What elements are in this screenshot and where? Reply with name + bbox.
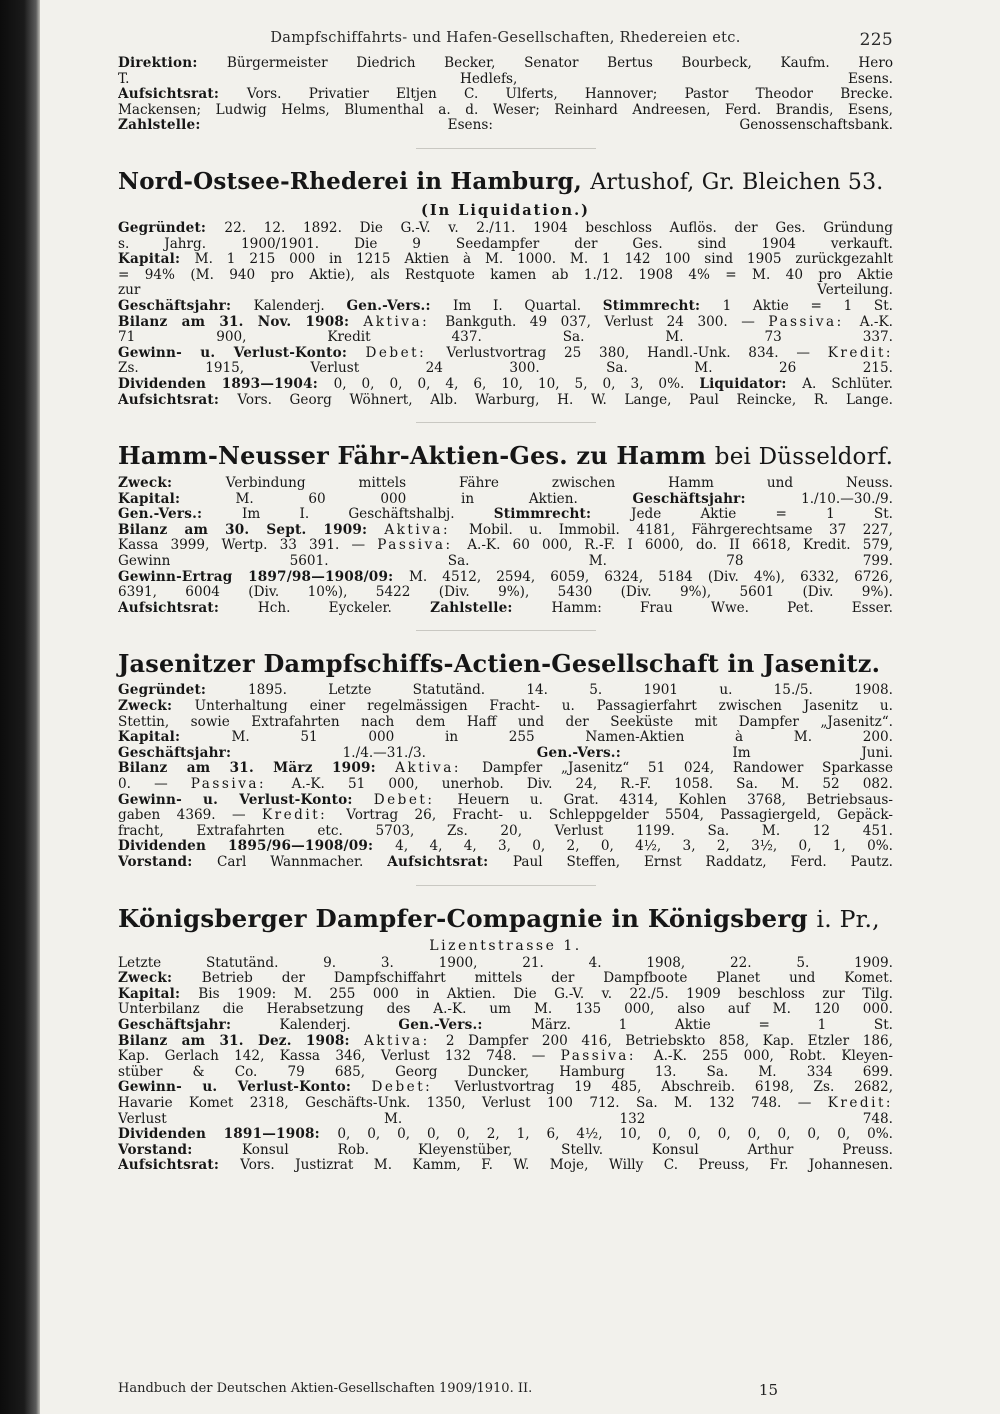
field-value: Mackensen; Ludwig Helms, Blumenthal a. d. Weser; Reinhard Andreesen, Ferd. Brandis, Esens,: [118, 102, 893, 118]
field-value: Vors. Justizrat M. Kamm, F. W. Moje, Willy C. Preuss, Fr. Johannesen.: [240, 1158, 893, 1174]
field-value: Verlust M. 132 748.: [118, 1111, 893, 1127]
page-content: [118, 30, 893, 1174]
field-value: Zs. 1915, Verlust 24 300. Sa. M. 26 215.: [118, 361, 893, 377]
spaced-label: Debet:: [373, 792, 458, 808]
entry-body: [118, 683, 893, 870]
field-label: Bilanz am 31. Nov. 1908:: [118, 314, 364, 330]
field-value: Havarie Komet 2318, Geschäfts-Unk. 1350, Verlust 100 712. Sa. M. 132 748. —: [118, 1095, 828, 1111]
field-value: Paul Steffen, Ernst Raddatz, Ferd. Pautz.: [512, 854, 893, 870]
text-line: [118, 56, 893, 72]
entry-koenigsberger: [118, 902, 893, 1174]
entry-body: [118, 956, 893, 1174]
field-value: M. 60 000 in Aktien.: [235, 491, 633, 507]
text-line: [118, 956, 893, 972]
field-label: Bilanz am 31. März 1909:: [118, 761, 396, 777]
field-label: Vorstand:: [118, 854, 217, 870]
spaced-label: Passiva:: [768, 314, 860, 330]
field-value: 1895. Letzte Statutänd. 14. 5. 1901 u. 15./5. 1908.: [248, 683, 893, 699]
text-line: [118, 601, 893, 617]
field-label: Bilanz am 30. Sept. 1909:: [118, 522, 385, 538]
text-line: [118, 570, 893, 586]
field-label: Gen.-Vers.:: [346, 298, 453, 314]
book-spine-shadow: [0, 0, 40, 1414]
spaced-label: Aktiva:: [363, 314, 446, 330]
text-line: [118, 761, 893, 777]
field-label: Gegründet:: [118, 220, 225, 236]
text-line: [118, 538, 893, 554]
field-value: Stettin, sowie Extrafahrten nach dem Haff und der Seeküste mit Dampfer „Jasenitz“.: [118, 714, 893, 730]
text-line: [118, 1034, 893, 1050]
footer-book-title: Handbuch der Deutschen Aktien-Gesellschaften 1909/1910. II.: [118, 1381, 533, 1396]
spaced-label: Aktiva:: [363, 1033, 446, 1049]
field-label: Kapital:: [118, 491, 236, 507]
field-value: M. 51 000 in 255 Namen-Aktien à M. 200.: [231, 730, 893, 746]
field-label: Gen.-Vers.:: [118, 507, 243, 523]
text-line: [118, 221, 893, 237]
field-label: Stimmrecht:: [602, 298, 723, 314]
field-value: 22. 12. 1892. Die G.-V. v. 2./11. 1904 beschloss Auflös. der Ges. Gründung: [224, 220, 893, 236]
text-line: [118, 237, 893, 253]
field-label: Gewinn- u. Verlust-Konto:: [118, 792, 374, 808]
field-value: Kap. Gerlach 142, Kassa 346, Verlust 132 748. —: [118, 1049, 561, 1065]
spaced-label: Aktiva:: [384, 522, 469, 538]
footer-signature: 15: [758, 1381, 778, 1399]
field-value: 4, 4, 4, 3, 0, 2, 0, 4½, 3, 2, 3½, 0, 1, 0%.: [395, 839, 893, 855]
text-line: [118, 1049, 893, 1065]
field-value: März. 1 Aktie = 1 St.: [530, 1017, 893, 1033]
field-value: Hch. Eyckeler.: [257, 600, 431, 616]
field-value: A.-K. 60 000, R.-F. I 6000, do. II 6618, Kredit. 579,: [467, 538, 893, 554]
running-header: [118, 30, 893, 56]
field-value: 0, 0, 0, 0, 4, 6, 10, 10, 5, 0, 3, 0%.: [333, 376, 700, 392]
text-line: [118, 971, 893, 987]
field-value: Jede Aktie = 1 St.: [631, 507, 893, 523]
field-value: Vors. Privatier Eltjen C. Ulferts, Hannover; Pastor Theodor Brecke.: [246, 87, 893, 103]
field-label: Stimmrecht:: [493, 507, 632, 523]
field-value: Bürgermeister Diedrich Becker, Senator Bertus Bourbeck, Kaufm. Hero: [226, 56, 893, 71]
company-address: i. Pr.,: [816, 904, 880, 933]
company-name: Nord-Ostsee-Rhederei in Hamburg,: [118, 167, 583, 195]
field-label: Dividenden 1893—1904:: [118, 376, 334, 392]
field-label: Liquidator:: [699, 376, 803, 392]
field-label: Zweck:: [118, 699, 195, 715]
text-line: [118, 252, 893, 268]
text-line: [118, 507, 893, 523]
text-line: [118, 87, 893, 103]
field-value: fracht, Extrafahrten etc. 5703, Zs. 20, Verlust 1199. Sa. M. 12 451.: [118, 823, 893, 839]
text-line: [118, 730, 893, 746]
field-value: 2 Dampfer 200 416, Betriebskto 858, Kap. Etzler 186,: [445, 1033, 893, 1049]
field-label: Aufsichtsrat:: [118, 87, 247, 103]
field-value: zur Verteilung.: [118, 283, 893, 299]
field-value: stüber & Co. 79 685, Georg Duncker, Hamburg 13. Sa. M. 334 699.: [118, 1064, 893, 1080]
field-label: Aufsichtsrat:: [118, 600, 258, 616]
text-line: [118, 118, 893, 134]
field-label: Kapital:: [118, 730, 232, 746]
field-value: Im Juni.: [732, 745, 893, 761]
field-label: Aufsichtsrat:: [387, 854, 513, 870]
field-value: Konsul Rob. Kleyenstüber, Stellv. Konsul Arthur Preuss.: [241, 1142, 893, 1158]
field-value: 1 Aktie = 1 St.: [722, 298, 893, 314]
page-footer: [118, 1381, 778, 1399]
text-line: [118, 1002, 893, 1018]
field-value: 0, 0, 0, 0, 0, 2, 1, 6, 4½, 10, 0, 0, 0, 0, 0, 0, 0, 0%.: [337, 1127, 893, 1143]
field-label: Bilanz am 31. Dez. 1908:: [118, 1033, 364, 1049]
text-line: [118, 492, 893, 508]
field-label: Geschäftsjahr:: [118, 298, 254, 314]
text-line: [118, 103, 893, 119]
field-label: Zweck:: [118, 476, 226, 492]
text-line: [118, 330, 893, 346]
field-value: Bis 1909: M. 255 000 in Aktien. Die G.-V. v. 22./5. 1909 beschloss zur Tilg.: [198, 986, 893, 1002]
company-address: Artushof, Gr. Bleichen 53.: [590, 169, 884, 195]
text-line: [118, 777, 893, 793]
page-number: 225: [859, 30, 893, 50]
field-value: s. Jahrg. 1900/1901. Die 9 Seedampfer der Ges. sind 1904 verkauft.: [118, 236, 893, 252]
field-value: Betrieb der Dampfschiffahrt mittels der Dampfboote Planet und Komet.: [201, 971, 893, 987]
text-line: [118, 824, 893, 840]
text-line: [118, 346, 893, 362]
entry-nord-ostsee-rhederei: [118, 165, 893, 408]
field-label: Aufsichtsrat:: [118, 392, 238, 408]
spaced-label: Passiva:: [560, 1049, 654, 1065]
entry-jasenitzer: [118, 647, 893, 870]
company-name: Königsberger Dampfer-Compagnie in Königsberg: [118, 903, 808, 933]
field-label: Gewinn- u. Verlust-Konto:: [118, 345, 366, 361]
text-line: [118, 476, 893, 492]
text-line: [118, 1127, 893, 1143]
field-value: A.-K. 51 000, unerhob. Div. 24, R.-F. 1058. Sa. M. 52 082.: [291, 777, 893, 792]
spaced-label: Debet:: [371, 1080, 455, 1096]
field-value: gaben 4369. —: [118, 808, 262, 824]
field-value: M. 4512, 2594, 6059, 6324, 5184 (Div. 4%), 6332, 6726,: [409, 569, 893, 585]
field-value: Gewinn 5601. Sa. M. 78 799.: [118, 554, 893, 570]
text-line: [118, 699, 893, 715]
spaced-label: Passiva:: [377, 538, 468, 554]
field-label: Dividenden 1895/96—1908/09:: [118, 839, 396, 855]
field-label: Dividenden 1891—1908:: [118, 1127, 338, 1143]
field-label: Zahlstelle:: [118, 118, 448, 134]
text-line: [118, 72, 893, 88]
field-value: Kalenderj.: [253, 298, 347, 314]
field-label: Kapital:: [118, 986, 199, 1002]
field-value: 71 900, Kredit 437. Sa. M. 73 337.: [118, 330, 893, 346]
entry-hamm-neusser: [118, 439, 893, 616]
text-line: [118, 1158, 893, 1174]
field-value: 1./10.—30./9.: [801, 491, 893, 507]
text-line: [118, 283, 893, 299]
field-value: Vors. Georg Wöhnert, Alb. Warburg, H. W. Lange, Paul Reincke, R. Lange.: [237, 392, 893, 408]
field-label: Geschäftsjahr:: [118, 1017, 280, 1033]
field-label: Direktion:: [118, 56, 227, 71]
text-line: [118, 987, 893, 1003]
field-label: Gewinn-Ertrag 1897/98—1908/09:: [118, 569, 409, 585]
entry-title: [118, 647, 893, 681]
entry-body: [118, 476, 893, 616]
text-line: [118, 554, 893, 570]
text-line: [118, 393, 893, 409]
field-label: Zahlstelle:: [430, 600, 552, 616]
field-value: Unterbilanz die Herabsetzung des A.-K. um M. 135 000, also auf M. 120 000.: [118, 1002, 893, 1018]
spaced-label: Passiva:: [190, 777, 292, 792]
field-label: Vorstand:: [118, 1142, 242, 1158]
field-value: 6391, 6004 (Div. 10%), 5422 (Div. 9%), 5430 (Div. 9%), 5601 (Div. 9%).: [118, 585, 893, 601]
company-address: bei Düsseldorf.: [714, 444, 894, 471]
text-line: [118, 523, 893, 539]
field-label: Geschäftsjahr:: [118, 745, 343, 761]
field-value: Carl Wannmacher.: [216, 854, 388, 870]
field-label: Aufsichtsrat:: [118, 1158, 241, 1174]
text-line: [118, 361, 893, 377]
field-value: Heuern u. Grat. 4314, Kohlen 3768, Betriebsaus-: [457, 792, 893, 808]
field-label: Zweck:: [118, 971, 202, 987]
text-line: [118, 299, 893, 315]
spaced-label: Aktiva:: [395, 761, 483, 777]
separator-rule: [416, 630, 596, 631]
field-value: A.-K. 255 000, Robt. Kleyen-: [653, 1049, 893, 1065]
entry-continued: [118, 56, 893, 134]
entry-title: [118, 902, 893, 936]
text-line: [118, 1143, 893, 1159]
entry-subtitle: (In Liquidation.): [421, 201, 590, 219]
running-title: Dampfschiffahrts- und Hafen-Gesellschaften, Rhedereien etc.: [270, 30, 741, 46]
entry-title: [118, 439, 893, 474]
field-value: A. Schlüter.: [802, 376, 893, 392]
field-value: Im I. Geschäftshalbj.: [242, 507, 494, 523]
text-line: [118, 839, 893, 855]
field-value: M. 1 215 000 in 1215 Aktien à M. 1000. M. 1 142 100 sind 1905 zurückgezahlt: [194, 252, 893, 268]
text-line: [118, 855, 893, 871]
field-value: Im I. Quartal.: [453, 298, 603, 314]
field-value: Mobil. u. Immobil. 4181, Fährgerechtsame 37 227,: [468, 522, 893, 538]
text-line: [118, 1096, 893, 1112]
company-name: Jasenitzer Dampfschiffs-Actien-Gesellschaft in Jasenitz.: [118, 649, 881, 679]
text-line: [118, 315, 893, 331]
field-value: Verbindung mittels Fähre zwischen Hamm und Neuss.: [225, 476, 893, 492]
field-value: Kassa 3999, Wertp. 33 391. —: [118, 538, 378, 554]
entry-body: [118, 221, 893, 408]
spaced-label: Debet:: [365, 345, 447, 361]
spaced-label: Kredit:: [827, 345, 893, 361]
field-value: T. Hedlefs, Esens.: [118, 71, 893, 87]
field-label: Geschäftsjahr:: [632, 491, 802, 507]
field-label: Gen.-Vers.:: [398, 1017, 531, 1033]
separator-rule: [416, 422, 596, 423]
field-value: = 94% (M. 940 pro Aktie), als Restquote kamen ab 1./12. 1908 4% = M. 40 pro Aktie: [118, 267, 893, 283]
field-value: Kalenderj.: [279, 1017, 399, 1033]
text-line: [118, 715, 893, 731]
text-line: [118, 793, 893, 809]
field-label: Gegründet:: [118, 683, 249, 699]
text-line: [118, 1112, 893, 1128]
company-name: Hamm-Neusser Fähr-Aktien-Ges. zu Hamm: [118, 441, 707, 471]
spaced-label: Kredit:: [261, 808, 347, 824]
field-value: Hamm: Frau Wwe. Pet. Esser.: [551, 600, 893, 616]
field-label: Gewinn- u. Verlust-Konto:: [118, 1080, 372, 1096]
separator-rule: [416, 148, 596, 149]
field-value: A.-K.: [859, 314, 893, 330]
text-line: [118, 1080, 893, 1096]
field-value: Verlustvortrag 25 380, Handl.-Unk. 834. —: [446, 345, 828, 361]
entry-address-line: Lizentstrasse 1.: [429, 937, 582, 954]
field-value: Letzte Statutänd. 9. 3. 1900, 21. 4. 1908, 22. 5. 1909.: [118, 955, 893, 971]
field-value: Bankguth. 49 037, Verlust 24 300. —: [445, 314, 769, 330]
text-line: [118, 1018, 893, 1034]
separator-rule: [416, 885, 596, 886]
text-line: [118, 808, 893, 824]
field-value: Verlustvortrag 19 485, Abschreib. 6198, Zs. 2682,: [454, 1080, 893, 1096]
text-line: [118, 746, 893, 762]
field-value: Unterhaltung einer regelmässigen Fracht- u. Passagierfahrt zwischen Jasenitz u.: [194, 699, 893, 715]
field-value: Esens: Genossenschaftsbank.: [447, 118, 893, 134]
field-value: 1./4.—31./3.: [342, 745, 537, 761]
field-value: 0. —: [118, 777, 191, 792]
text-line: [118, 377, 893, 393]
field-value: Dampfer „Jasenitz“ 51 024, Randower Sparkasse: [482, 761, 893, 777]
text-line: [118, 1065, 893, 1081]
field-label: Gen.-Vers.:: [536, 745, 733, 761]
field-value: Vortrag 26, Fracht- u. Schleppgelder 5504, Passagiergeld, Gepäck-: [346, 808, 893, 824]
text-line: [118, 585, 893, 601]
text-line: [118, 268, 893, 284]
entry-title: [118, 165, 893, 200]
field-label: Kapital:: [118, 252, 195, 268]
text-line: [118, 683, 893, 699]
spaced-label: Kredit:: [827, 1095, 893, 1111]
